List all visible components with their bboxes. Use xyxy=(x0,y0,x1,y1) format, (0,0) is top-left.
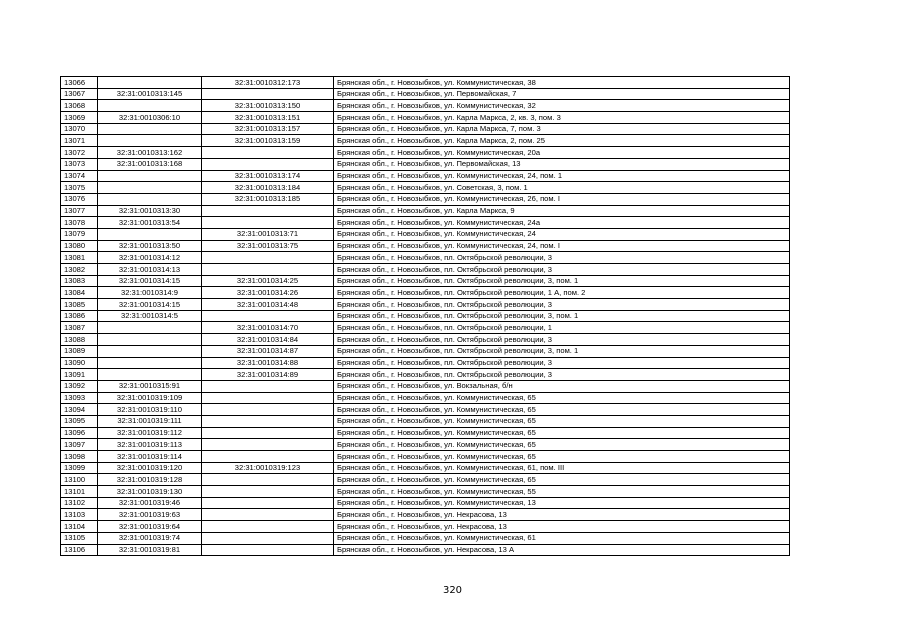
cadastral-number-cell: 32:31:0010319:81 xyxy=(98,544,202,556)
cadastral-number-cell: 32:31:0010319:74 xyxy=(98,532,202,544)
cadastral-number-cell: 32:31:0010314:13 xyxy=(98,264,202,276)
table-row xyxy=(61,264,790,276)
table-row xyxy=(61,462,790,474)
cadastral-number-cell: 32:31:0010319:110 xyxy=(98,404,202,416)
table-row xyxy=(61,100,790,112)
related-cadastral-number-cell xyxy=(202,486,334,498)
address-cell: Брянская обл., г. Новозыбков, ул. Первомайская, 13 xyxy=(334,158,790,170)
row-number-cell: 13073 xyxy=(61,158,98,170)
row-number-cell: 13069 xyxy=(61,112,98,124)
address-cell: Брянская обл., г. Новозыбков, ул. Карла Маркса, 2, пом. 25 xyxy=(334,135,790,147)
row-number-cell: 13071 xyxy=(61,135,98,147)
cadastral-number-cell: 32:31:0010319:109 xyxy=(98,392,202,404)
address-cell: Брянская обл., г. Новозыбков, ул. Советская, 3, пом. 1 xyxy=(334,182,790,194)
row-number-cell: 13096 xyxy=(61,427,98,439)
table-row xyxy=(61,240,790,252)
related-cadastral-number-cell: 32:31:0010314:25 xyxy=(202,275,334,287)
related-cadastral-number-cell: 32:31:0010312:173 xyxy=(202,77,334,89)
cadastral-number-cell xyxy=(98,345,202,357)
address-cell: Брянская обл., г. Новозыбков, ул. Коммунистическая, 61, пом. III xyxy=(334,462,790,474)
related-cadastral-number-cell: 32:31:0010313:185 xyxy=(202,193,334,205)
related-cadastral-number-cell xyxy=(202,310,334,322)
cadastral-number-cell: 32:31:0010314:15 xyxy=(98,275,202,287)
related-cadastral-number-cell: 32:31:0010313:184 xyxy=(202,182,334,194)
address-cell: Брянская обл., г. Новозыбков, ул. Коммунистическая, 65 xyxy=(334,474,790,486)
row-number-cell: 13095 xyxy=(61,415,98,427)
cadastral-number-cell: 32:31:0010319:112 xyxy=(98,427,202,439)
related-cadastral-number-cell xyxy=(202,264,334,276)
address-cell: Брянская обл., г. Новозыбков, ул. Коммунистическая, 13 xyxy=(334,497,790,509)
related-cadastral-number-cell xyxy=(202,404,334,416)
cadastral-number-cell: 32:31:0010319:120 xyxy=(98,462,202,474)
cadastral-number-cell: 32:31:0010319:130 xyxy=(98,486,202,498)
table-row xyxy=(61,369,790,381)
related-cadastral-number-cell xyxy=(202,427,334,439)
cadastral-number-cell: 32:31:0010315:91 xyxy=(98,380,202,392)
address-cell: Брянская обл., г. Новозыбков, пл. Октябрьской революции, 3 xyxy=(334,299,790,311)
related-cadastral-number-cell xyxy=(202,415,334,427)
cadastral-number-cell: 32:31:0010313:162 xyxy=(98,147,202,159)
row-number-cell: 13078 xyxy=(61,217,98,229)
table-row xyxy=(61,228,790,240)
row-number-cell: 13066 xyxy=(61,77,98,89)
table-row xyxy=(61,77,790,89)
related-cadastral-number-cell xyxy=(202,451,334,463)
cadastral-number-cell: 32:31:0010319:114 xyxy=(98,451,202,463)
related-cadastral-number-cell: 32:31:0010314:88 xyxy=(202,357,334,369)
table-row xyxy=(61,310,790,322)
address-cell: Брянская обл., г. Новозыбков, ул. Коммунистическая, 24, пом. I xyxy=(334,240,790,252)
row-number-cell: 13083 xyxy=(61,275,98,287)
related-cadastral-number-cell: 32:31:0010313:159 xyxy=(202,135,334,147)
table-row xyxy=(61,205,790,217)
related-cadastral-number-cell: 32:31:0010313:150 xyxy=(202,100,334,112)
table-row xyxy=(61,193,790,205)
table-row xyxy=(61,427,790,439)
table-row xyxy=(61,509,790,521)
related-cadastral-number-cell xyxy=(202,509,334,521)
related-cadastral-number-cell xyxy=(202,205,334,217)
table-row xyxy=(61,392,790,404)
table-row xyxy=(61,474,790,486)
table-row xyxy=(61,357,790,369)
cadastral-number-cell xyxy=(98,357,202,369)
cadastral-number-cell xyxy=(98,77,202,89)
cadastral-number-cell: 32:31:0010319:128 xyxy=(98,474,202,486)
table-row xyxy=(61,275,790,287)
cadastral-number-cell: 32:31:0010313:50 xyxy=(98,240,202,252)
address-cell: Брянская обл., г. Новозыбков, ул. Некрасова, 13 xyxy=(334,509,790,521)
cadastral-number-cell xyxy=(98,182,202,194)
row-number-cell: 13075 xyxy=(61,182,98,194)
row-number-cell: 13103 xyxy=(61,509,98,521)
address-cell: Брянская обл., г. Новозыбков, пл. Октябрьской революции, 1 А, пом. 2 xyxy=(334,287,790,299)
address-cell: Брянская обл., г. Новозыбков, ул. Коммунистическая, 65 xyxy=(334,415,790,427)
cadastral-number-cell xyxy=(98,193,202,205)
cadastral-number-cell: 32:31:0010306:10 xyxy=(98,112,202,124)
table-row xyxy=(61,380,790,392)
table-row xyxy=(61,88,790,100)
related-cadastral-number-cell: 32:31:0010314:70 xyxy=(202,322,334,334)
address-cell: Брянская обл., г. Новозыбков, пл. Октябрьской революции, 3 xyxy=(334,252,790,264)
address-cell: Брянская обл., г. Новозыбков, ул. Карла Маркса, 7, пом. 3 xyxy=(334,123,790,135)
table-row xyxy=(61,299,790,311)
cadastral-number-cell xyxy=(98,369,202,381)
related-cadastral-number-cell xyxy=(202,544,334,556)
address-cell: Брянская обл., г. Новозыбков, пл. Октябрьской революции, 3, пом. 1 xyxy=(334,310,790,322)
row-number-cell: 13094 xyxy=(61,404,98,416)
related-cadastral-number-cell: 32:31:0010313:75 xyxy=(202,240,334,252)
cadastral-number-cell xyxy=(98,123,202,135)
related-cadastral-number-cell xyxy=(202,380,334,392)
cadastral-number-cell: 32:31:0010313:168 xyxy=(98,158,202,170)
address-cell: Брянская обл., г. Новозыбков, ул. Коммунистическая, 24 xyxy=(334,228,790,240)
row-number-cell: 13092 xyxy=(61,380,98,392)
cadastral-number-cell xyxy=(98,135,202,147)
address-cell: Брянская обл., г. Новозыбков, ул. Коммунистическая, 26, пом. I xyxy=(334,193,790,205)
address-cell: Брянская обл., г. Новозыбков, ул. Коммунистическая, 24а xyxy=(334,217,790,229)
address-cell: Брянская обл., г. Новозыбков, пл. Октябрьской революции, 3 xyxy=(334,357,790,369)
table-row xyxy=(61,415,790,427)
address-cell: Брянская обл., г. Новозыбков, ул. Коммунистическая, 65 xyxy=(334,451,790,463)
related-cadastral-number-cell xyxy=(202,252,334,264)
row-number-cell: 13091 xyxy=(61,369,98,381)
address-cell: Брянская обл., г. Новозыбков, ул. Коммунистическая, 55 xyxy=(334,486,790,498)
cadastral-number-cell xyxy=(98,334,202,346)
cadastral-number-cell: 32:31:0010314:5 xyxy=(98,310,202,322)
cadastral-number-cell: 32:31:0010319:113 xyxy=(98,439,202,451)
table-row xyxy=(61,170,790,182)
related-cadastral-number-cell: 32:31:0010314:84 xyxy=(202,334,334,346)
related-cadastral-number-cell: 32:31:0010314:48 xyxy=(202,299,334,311)
address-cell: Брянская обл., г. Новозыбков, пл. Октябрьской революции, 3 xyxy=(334,264,790,276)
related-cadastral-number-cell xyxy=(202,392,334,404)
row-number-cell: 13088 xyxy=(61,334,98,346)
address-cell: Брянская обл., г. Новозыбков, ул. Коммунистическая, 65 xyxy=(334,404,790,416)
row-number-cell: 13070 xyxy=(61,123,98,135)
related-cadastral-number-cell: 32:31:0010314:26 xyxy=(202,287,334,299)
cadastral-number-cell: 32:31:0010319:111 xyxy=(98,415,202,427)
row-number-cell: 13074 xyxy=(61,170,98,182)
row-number-cell: 13072 xyxy=(61,147,98,159)
address-cell: Брянская обл., г. Новозыбков, ул. Коммунистическая, 32 xyxy=(334,100,790,112)
table-row xyxy=(61,334,790,346)
row-number-cell: 13068 xyxy=(61,100,98,112)
table-row xyxy=(61,123,790,135)
row-number-cell: 13084 xyxy=(61,287,98,299)
row-number-cell: 13106 xyxy=(61,544,98,556)
row-number-cell: 13087 xyxy=(61,322,98,334)
related-cadastral-number-cell xyxy=(202,217,334,229)
table-row xyxy=(61,439,790,451)
row-number-cell: 13079 xyxy=(61,228,98,240)
table-row xyxy=(61,497,790,509)
table-row xyxy=(61,217,790,229)
row-number-cell: 13104 xyxy=(61,521,98,533)
address-cell: Брянская обл., г. Новозыбков, ул. Некрасова, 13 А xyxy=(334,544,790,556)
table-row xyxy=(61,158,790,170)
table-row xyxy=(61,451,790,463)
address-cell: Брянская обл., г. Новозыбков, пл. Октябрьской революции, 3 xyxy=(334,334,790,346)
row-number-cell: 13086 xyxy=(61,310,98,322)
address-cell: Брянская обл., г. Новозыбков, пл. Октябрьской революции, 3 xyxy=(334,369,790,381)
address-cell: Брянская обл., г. Новозыбков, пл. Октябрьской революции, 1 xyxy=(334,322,790,334)
table-row xyxy=(61,486,790,498)
address-cell: Брянская обл., г. Новозыбков, ул. Карла Маркса, 9 xyxy=(334,205,790,217)
row-number-cell: 13080 xyxy=(61,240,98,252)
related-cadastral-number-cell: 32:31:0010314:87 xyxy=(202,345,334,357)
row-number-cell: 13067 xyxy=(61,88,98,100)
registry-table-body xyxy=(61,77,790,556)
address-cell: Брянская обл., г. Новозыбков, ул. Карла Маркса, 2, кв. 3, пом. 3 xyxy=(334,112,790,124)
cadastral-number-cell xyxy=(98,322,202,334)
table-row xyxy=(61,135,790,147)
row-number-cell: 13099 xyxy=(61,462,98,474)
row-number-cell: 13085 xyxy=(61,299,98,311)
related-cadastral-number-cell xyxy=(202,88,334,100)
related-cadastral-number-cell xyxy=(202,497,334,509)
row-number-cell: 13082 xyxy=(61,264,98,276)
address-cell: Брянская обл., г. Новозыбков, ул. Коммунистическая, 65 xyxy=(334,392,790,404)
row-number-cell: 13100 xyxy=(61,474,98,486)
address-cell: Брянская обл., г. Новозыбков, ул. Некрасова, 13 xyxy=(334,521,790,533)
cadastral-number-cell: 32:31:0010319:63 xyxy=(98,509,202,521)
cadastral-number-cell: 32:31:0010313:145 xyxy=(98,88,202,100)
cadastral-number-cell: 32:31:0010314:9 xyxy=(98,287,202,299)
row-number-cell: 13105 xyxy=(61,532,98,544)
address-cell: Брянская обл., г. Новозыбков, ул. Коммунистическая, 24, пом. 1 xyxy=(334,170,790,182)
row-number-cell: 13077 xyxy=(61,205,98,217)
row-number-cell: 13102 xyxy=(61,497,98,509)
row-number-cell: 13098 xyxy=(61,451,98,463)
related-cadastral-number-cell: 32:31:0010313:151 xyxy=(202,112,334,124)
address-cell: Брянская обл., г. Новозыбков, ул. Коммунистическая, 61 xyxy=(334,532,790,544)
related-cadastral-number-cell xyxy=(202,439,334,451)
registry-table xyxy=(60,76,790,556)
address-cell: Брянская обл., г. Новозыбков, ул. Коммунистическая, 65 xyxy=(334,439,790,451)
related-cadastral-number-cell: 32:31:0010313:71 xyxy=(202,228,334,240)
related-cadastral-number-cell: 32:31:0010313:157 xyxy=(202,123,334,135)
table-row xyxy=(61,147,790,159)
table-row xyxy=(61,544,790,556)
table-row xyxy=(61,112,790,124)
page-number: 320 xyxy=(442,585,463,596)
cadastral-number-cell: 32:31:0010313:54 xyxy=(98,217,202,229)
cadastral-number-cell: 32:31:0010319:64 xyxy=(98,521,202,533)
table-row xyxy=(61,322,790,334)
row-number-cell: 13081 xyxy=(61,252,98,264)
address-cell: Брянская обл., г. Новозыбков, ул. Коммунистическая, 38 xyxy=(334,77,790,89)
table-row xyxy=(61,345,790,357)
address-cell: Брянская обл., г. Новозыбков, пл. Октябрьской революции, 3, пом. 1 xyxy=(334,275,790,287)
table-row xyxy=(61,532,790,544)
related-cadastral-number-cell xyxy=(202,474,334,486)
related-cadastral-number-cell xyxy=(202,147,334,159)
related-cadastral-number-cell xyxy=(202,521,334,533)
address-cell: Брянская обл., г. Новозыбков, пл. Октябрьской революции, 3, пом. 1 xyxy=(334,345,790,357)
related-cadastral-number-cell: 32:31:0010313:174 xyxy=(202,170,334,182)
cadastral-number-cell xyxy=(98,100,202,112)
row-number-cell: 13089 xyxy=(61,345,98,357)
address-cell: Брянская обл., г. Новозыбков, ул. Первомайская, 7 xyxy=(334,88,790,100)
table-row xyxy=(61,521,790,533)
cadastral-number-cell: 32:31:0010314:15 xyxy=(98,299,202,311)
table-row xyxy=(61,182,790,194)
row-number-cell: 13093 xyxy=(61,392,98,404)
row-number-cell: 13090 xyxy=(61,357,98,369)
cadastral-number-cell xyxy=(98,170,202,182)
row-number-cell: 13076 xyxy=(61,193,98,205)
related-cadastral-number-cell xyxy=(202,158,334,170)
related-cadastral-number-cell xyxy=(202,532,334,544)
address-cell: Брянская обл., г. Новозыбков, ул. Вокзальная, б/н xyxy=(334,380,790,392)
related-cadastral-number-cell: 32:31:0010314:89 xyxy=(202,369,334,381)
table-row xyxy=(61,287,790,299)
address-cell: Брянская обл., г. Новозыбков, ул. Коммунистическая, 65 xyxy=(334,427,790,439)
cadastral-number-cell xyxy=(98,228,202,240)
table-row xyxy=(61,252,790,264)
cadastral-number-cell: 32:31:0010319:46 xyxy=(98,497,202,509)
cadastral-number-cell: 32:31:0010313:30 xyxy=(98,205,202,217)
row-number-cell: 13101 xyxy=(61,486,98,498)
related-cadastral-number-cell: 32:31:0010319:123 xyxy=(202,462,334,474)
address-cell: Брянская обл., г. Новозыбков, ул. Коммунистическая, 20а xyxy=(334,147,790,159)
table-row xyxy=(61,404,790,416)
cadastral-number-cell: 32:31:0010314:12 xyxy=(98,252,202,264)
row-number-cell: 13097 xyxy=(61,439,98,451)
